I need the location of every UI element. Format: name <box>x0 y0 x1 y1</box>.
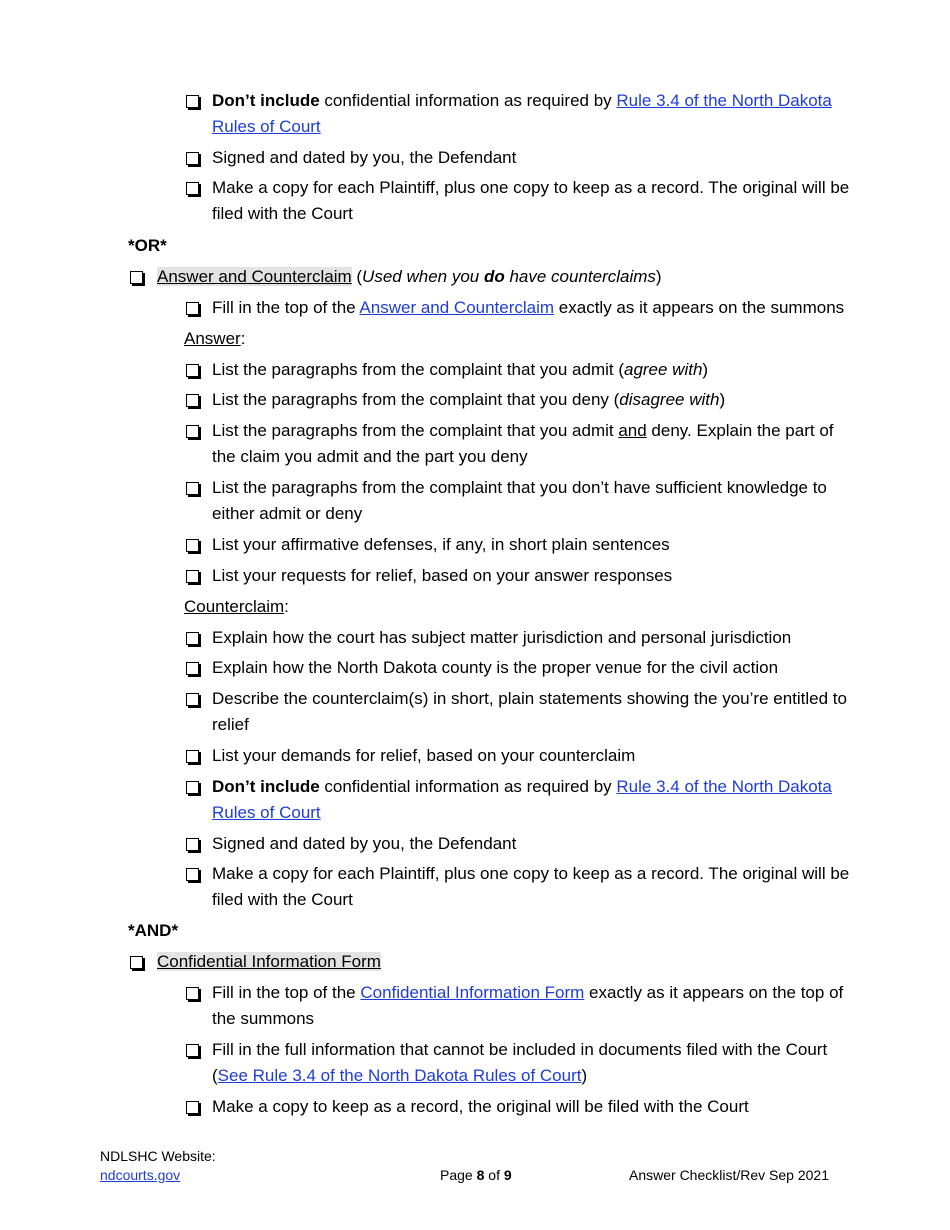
checkbox[interactable] <box>186 632 199 645</box>
checkbox[interactable] <box>186 539 199 552</box>
checkbox[interactable] <box>186 425 199 438</box>
checkbox[interactable] <box>130 271 143 284</box>
document-id: Answer Checklist/Rev Sep 2021 <box>629 1167 829 1183</box>
answer-heading: Answer: <box>184 329 246 348</box>
counterclaim-heading: Counterclaim: <box>184 597 289 616</box>
answer-counterclaim-link[interactable]: Answer and Counterclaim <box>359 298 555 317</box>
checkbox[interactable] <box>186 868 199 881</box>
footer-website <box>100 1147 216 1185</box>
checkbox[interactable] <box>186 987 199 1000</box>
document-page: Don’t include confidential information as required by Rule 3.4 of the North Dakota Rules of Court Signed and dated by you, the Defendant Make a copy for each Plaintiff, plus one copy to keep as a record. The original will be filed with the Court *OR* Answer and Counterclaim (Used when you do have counterclaims) Fill in the top of the Answer and Counterclaim exactly as it appears on the summons Answer: List the paragraphs from the complaint that you admit (agree with) List the paragraphs from the complaint that you deny (disagree with) List the paragraphs from the complaint that you admit and deny. Explain the part of the claim you admit and the part you deny List the paragraphs from the complaint that you don’t have sufficient knowledge to either admit or deny List your affirmative defenses, if any, in short plain sentences List your requests for relief, based on your answer responses Counterclaim: Explain how the court has subject matter jurisdiction and personal jurisdiction Explain how the North Dakota county is the proper venue for the civil action Describe the counterclaim(s) in short, plain statements showing the you’re entitled to relief List your demands for relief, based on your counterclaim Don’t include confidential information as required by Rule 3.4 of the North Dakota Rules of Court Signed and dated by you, the Defendant Make a copy for each Plaintiff, plus one copy to keep as a record. The original will be filed with the Court *AND* Confidential Information Form Fill in the top of the Confidential Information Form exactly as it appears on the top of the summons Fill in the full information that cannot be included in documents filed with the Court (See Rule 3.4 of the North Dakota Rules of Court) Make a copy to keep as a record, the original will be filed with the Court NDLSHC Website: ndcourts.gov Page 8 of 9 Answer Checklist/Rev Sep 2021 <box>100 91 850 1183</box>
and-separator: *AND* <box>128 921 179 940</box>
or-separator: *OR* <box>128 236 167 255</box>
confidential-form-link[interactable]: Confidential Information Form <box>360 983 585 1002</box>
page-number: Page 8 of 9 <box>440 1167 512 1183</box>
checkbox[interactable] <box>130 956 143 969</box>
see-rule-3-4-link[interactable]: See Rule 3.4 of the North Dakota Rules of Court <box>217 1066 582 1085</box>
rule-3-4-link[interactable]: Rule 3.4 of the North Dakota Rules of Court <box>212 91 832 136</box>
checkbox[interactable] <box>186 662 199 675</box>
checkbox[interactable] <box>186 152 199 165</box>
answer-counterclaim-title: Answer and Counterclaim <box>157 267 352 286</box>
checkbox[interactable] <box>186 482 199 495</box>
checkbox[interactable] <box>186 182 199 195</box>
checkbox[interactable] <box>186 838 199 851</box>
website-link[interactable]: ndcourts.gov <box>100 1167 181 1183</box>
checkbox[interactable] <box>186 570 199 583</box>
checkbox[interactable] <box>186 1044 199 1057</box>
checkbox[interactable] <box>186 95 199 108</box>
confidential-form-title: Confidential Information Form <box>157 952 381 971</box>
checkbox[interactable] <box>186 781 199 794</box>
website-label: NDLSHC Website: <box>100 1148 216 1164</box>
checkbox[interactable] <box>186 302 199 315</box>
checkbox[interactable] <box>186 693 199 706</box>
checkbox[interactable] <box>186 364 199 377</box>
checkbox[interactable] <box>186 394 199 407</box>
checkbox[interactable] <box>186 1101 199 1114</box>
rule-3-4-link[interactable]: Rule 3.4 of the North Dakota Rules of Court <box>212 777 832 822</box>
checkbox[interactable] <box>186 750 199 763</box>
